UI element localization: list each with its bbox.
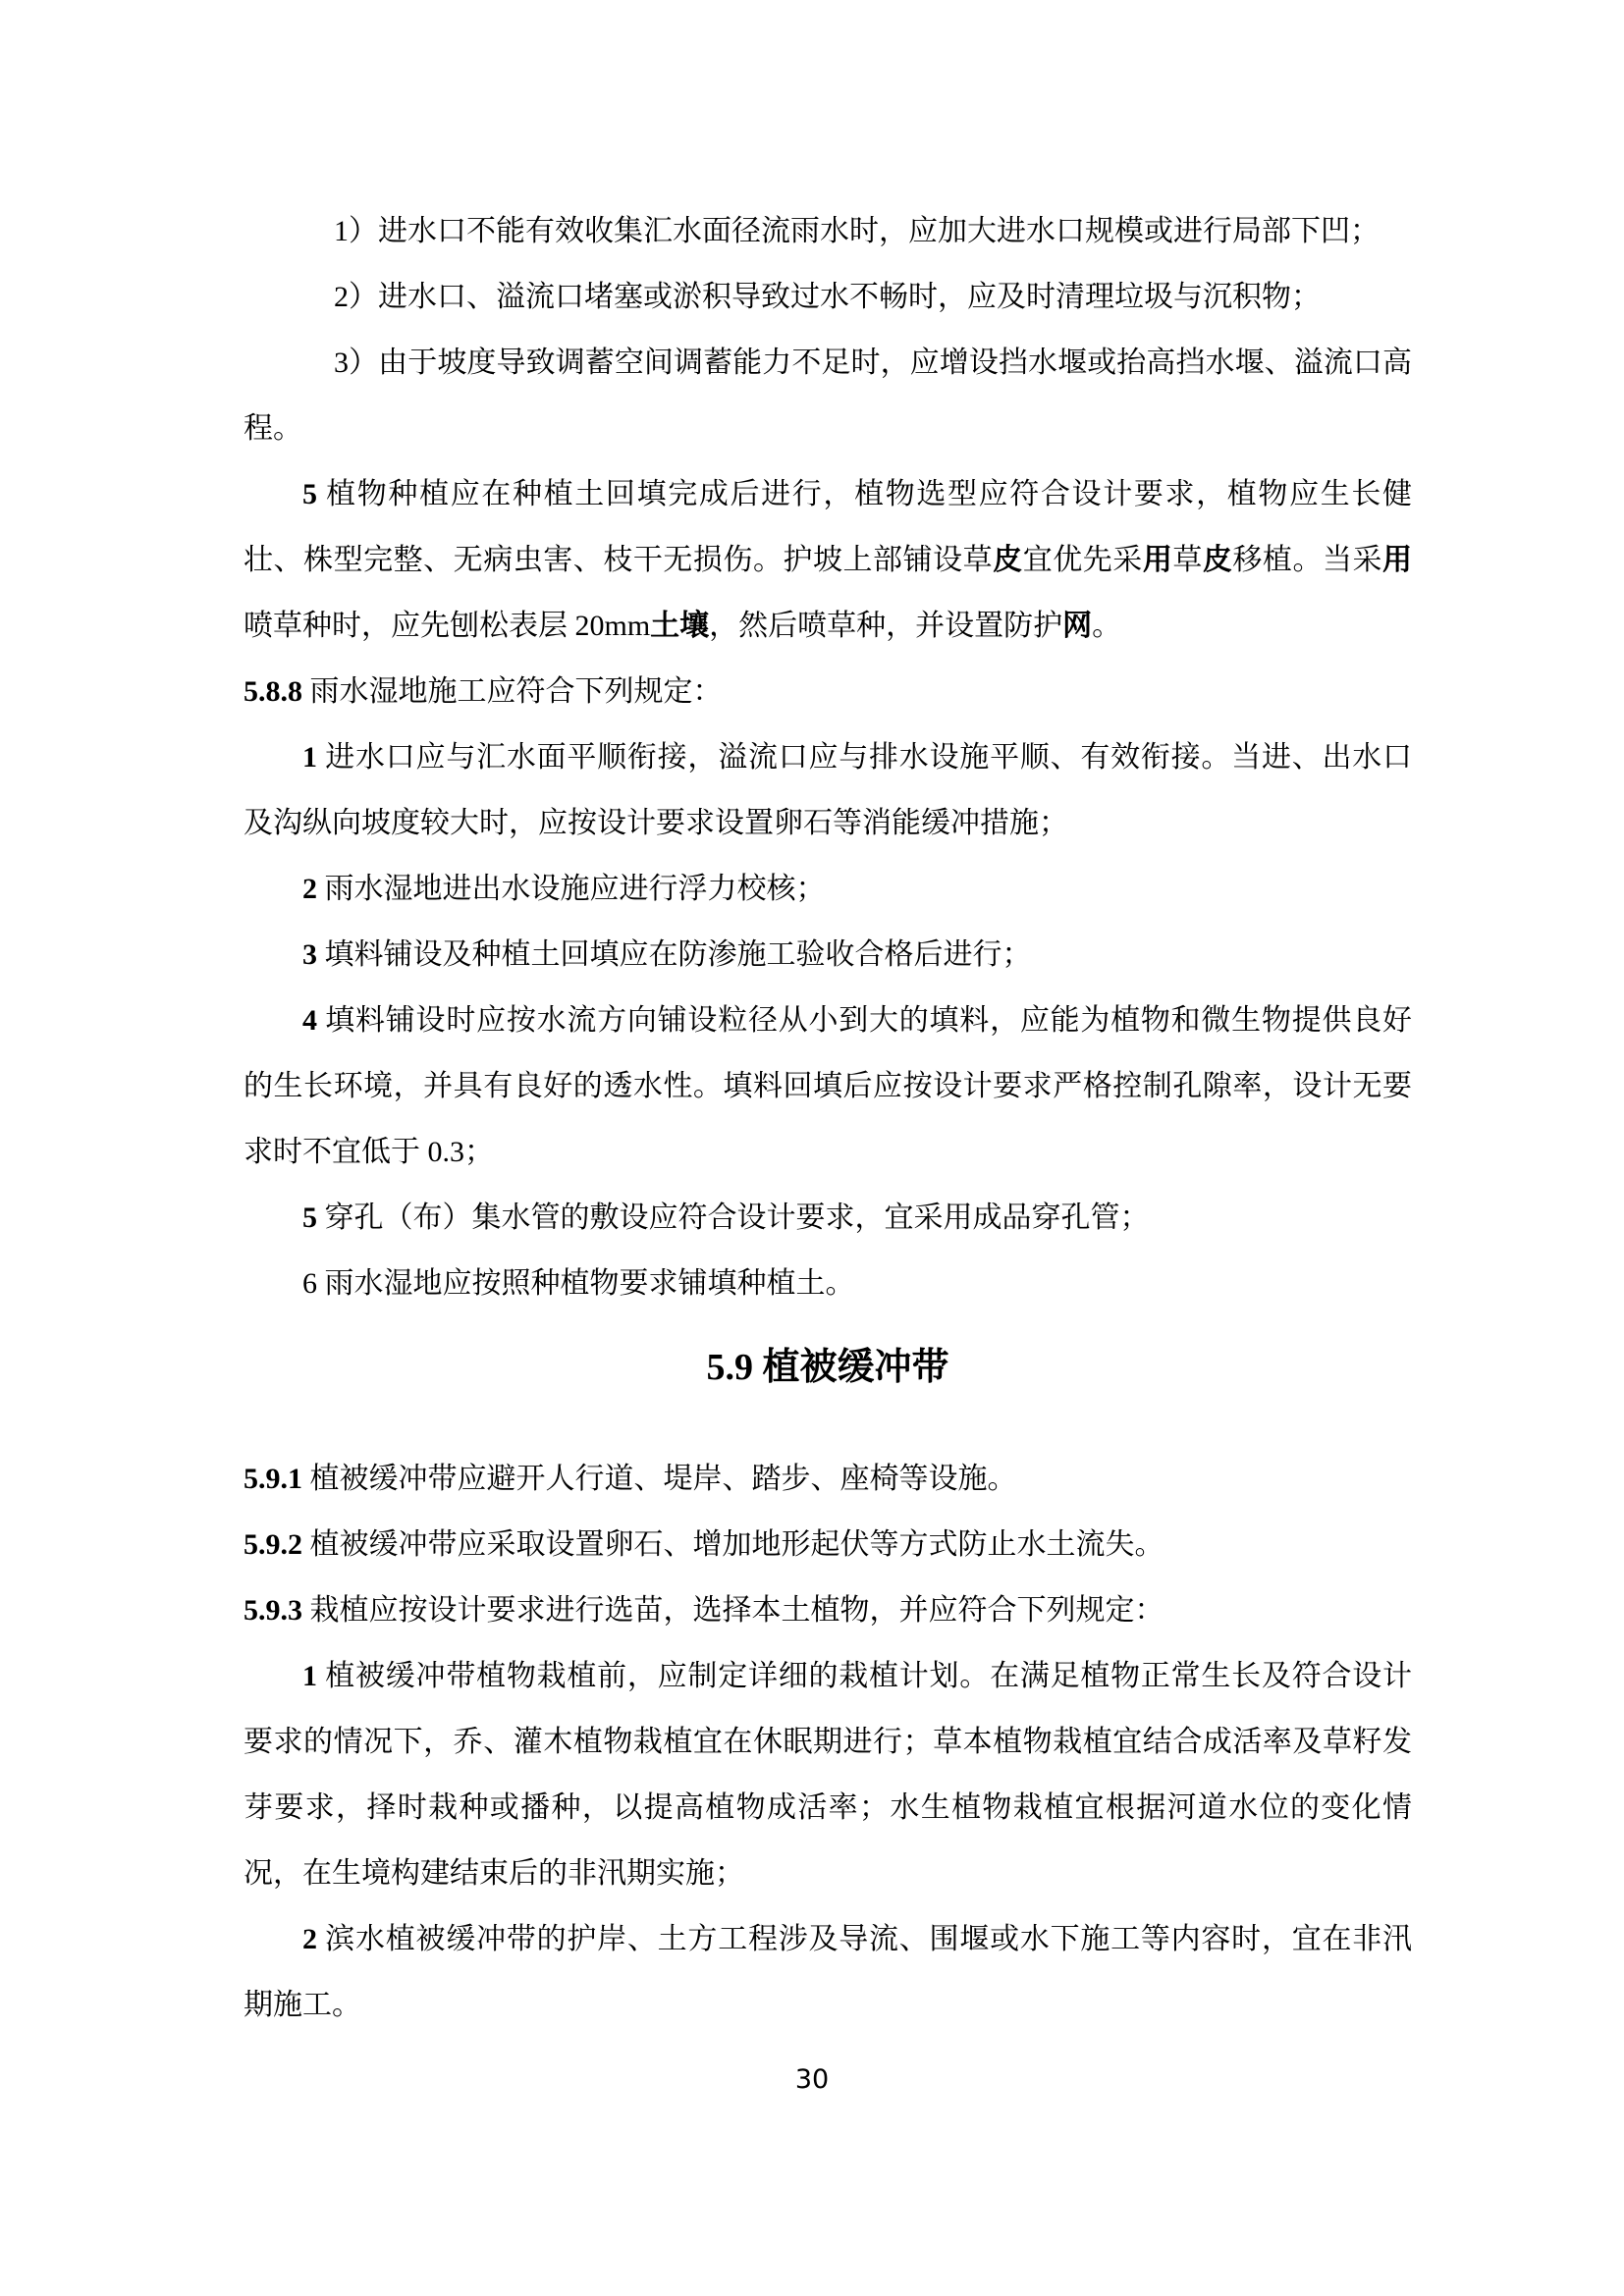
section-heading: 5.9 植被缓冲带 [706, 1347, 949, 1388]
clause-5-9-1 [244, 1446, 1412, 1512]
text-segment: 滨水植被缓冲带的护岸、土方工程涉及导流、围堰或水下施工等内容时，宜在非汛期施工。 [244, 1923, 1412, 2021]
bold-text-segment: 4 [302, 1004, 317, 1037]
section-5-8-block [244, 198, 1412, 1316]
sub-item-2 [244, 264, 1412, 330]
item-6 [244, 1251, 1412, 1316]
bold-text-segment: 皮 [993, 544, 1023, 576]
item-4 [244, 988, 1412, 1185]
bold-text-segment: 5.9.1 [244, 1463, 302, 1495]
item-2-waterfront [244, 1906, 1412, 2038]
text-segment: 进水口应与汇水面平顺衔接，溢流口应与排水设施平顺、有效衔接。当进、出水口及沟纵向坡度较大时，应按设计要求设置卵石等消能缓冲措施； [244, 741, 1412, 839]
item-3 [244, 922, 1412, 988]
bold-text-segment: 5.8.8 [244, 675, 302, 708]
text-segment: 。 [1092, 610, 1122, 642]
text-segment: 雨水湿地施工应符合下列规定： [302, 675, 723, 708]
item-1 [244, 724, 1412, 856]
text-segment: 穿孔（布）集水管的敷设应符合设计要求，宜采用成品穿孔管； [317, 1201, 1150, 1234]
text-segment: 6 雨水湿地应按照种植物要求铺填种植土。 [302, 1267, 855, 1300]
bold-text-segment: 2 [302, 873, 317, 905]
bold-text-segment: 5 [302, 1201, 317, 1234]
text-segment: ，然后喷草种，并设置防护 [709, 610, 1063, 642]
bold-text-segment: 5.9.3 [244, 1594, 302, 1627]
clause-5-8-8 [244, 659, 1412, 724]
text-segment: 喷草种时，应先刨松表层 20mm [244, 610, 651, 642]
text-segment: 植被缓冲带应采取设置卵石、增加地形起伏等方式防止水土流失。 [302, 1528, 1164, 1561]
text-segment: 草 [1172, 544, 1203, 576]
text-segment: 栽植应按设计要求进行选苗，选择本土植物，并应符合下列规定： [302, 1594, 1164, 1627]
text-segment: 3）由于坡度导致调蓄空间调蓄能力不足时，应增设挡水堰或抬高挡水堰、溢流口高程。 [244, 347, 1412, 445]
bold-text-segment: 5.9.2 [244, 1528, 302, 1561]
text-segment: 宜优先采 [1022, 544, 1143, 576]
sub-item-3 [244, 330, 1412, 461]
bold-text-segment: 5 [302, 478, 317, 510]
text-segment: 填料铺设时应按水流方向铺设粒径从小到大的填料，应能为植物和微生物提供良好的生长环境，并具有良好的透水性。填料回填后应按设计要求严格控制孔隙率，设计无要求时不宜低于 0.3； [244, 1004, 1412, 1168]
item-1-planting [244, 1643, 1412, 1906]
clause-5-9-2 [244, 1512, 1412, 1577]
page-number: 30 [794, 2064, 830, 2095]
item-2 [244, 856, 1412, 922]
bold-text-segment: 3 [302, 938, 317, 971]
bold-text-segment: 皮 [1202, 544, 1233, 576]
bold-text-segment: 用 [1382, 544, 1413, 576]
text-segment: 移植。当采 [1232, 544, 1383, 576]
clause-5-9-3 [244, 1577, 1412, 1643]
text-segment: 1）进水口不能有效收集汇水面径流雨水时，应加大进水口规模或进行局部下凹； [334, 215, 1380, 247]
bold-text-segment: 用 [1142, 544, 1173, 576]
text-segment: 雨水湿地进出水设施应进行浮力校核； [317, 873, 826, 905]
bold-text-segment: 网 [1062, 610, 1093, 642]
section-5-9-block [244, 1446, 1412, 2038]
sub-item-1 [244, 198, 1412, 264]
bold-text-segment: 1 [302, 1660, 317, 1692]
text-segment: 2）进水口、溢流口堵塞或淤积导致过水不畅时，应及时清理垃圾与沉积物； [334, 281, 1321, 313]
item-5 [244, 1185, 1412, 1251]
text-segment: 植被缓冲带植物栽植前，应制定详细的栽植计划。在满足植物正常生长及符合设计要求的情况下，乔、灌木植物栽植宜在休眠期进行；草本植物栽植宜结合成活率及草籽发芽要求，择时栽种或播种，以提高植物成活率；水生植物栽植宜根据河道水位的变化情况，在生境构建结束后的非汛期实施； [244, 1660, 1412, 1890]
bold-text-segment: 2 [302, 1923, 317, 1955]
text-segment: 填料铺设及种植土回填应在防渗施工验收合格后进行； [317, 938, 1032, 971]
text-segment: 植被缓冲带应避开人行道、堤岸、踏步、座椅等设施。 [302, 1463, 1017, 1495]
bold-text-segment: 1 [302, 741, 317, 774]
text-segment: 植物种植应在种植土回填完成后进行，植物选型应符合设计要求，植物应生长健壮、株型完整、无病虫害、枝干无损伤。护坡上部铺设草 [244, 478, 1412, 576]
item-5-plant [244, 461, 1412, 659]
bold-text-segment: 土壤 [650, 610, 710, 642]
document-body [244, 198, 1412, 2038]
